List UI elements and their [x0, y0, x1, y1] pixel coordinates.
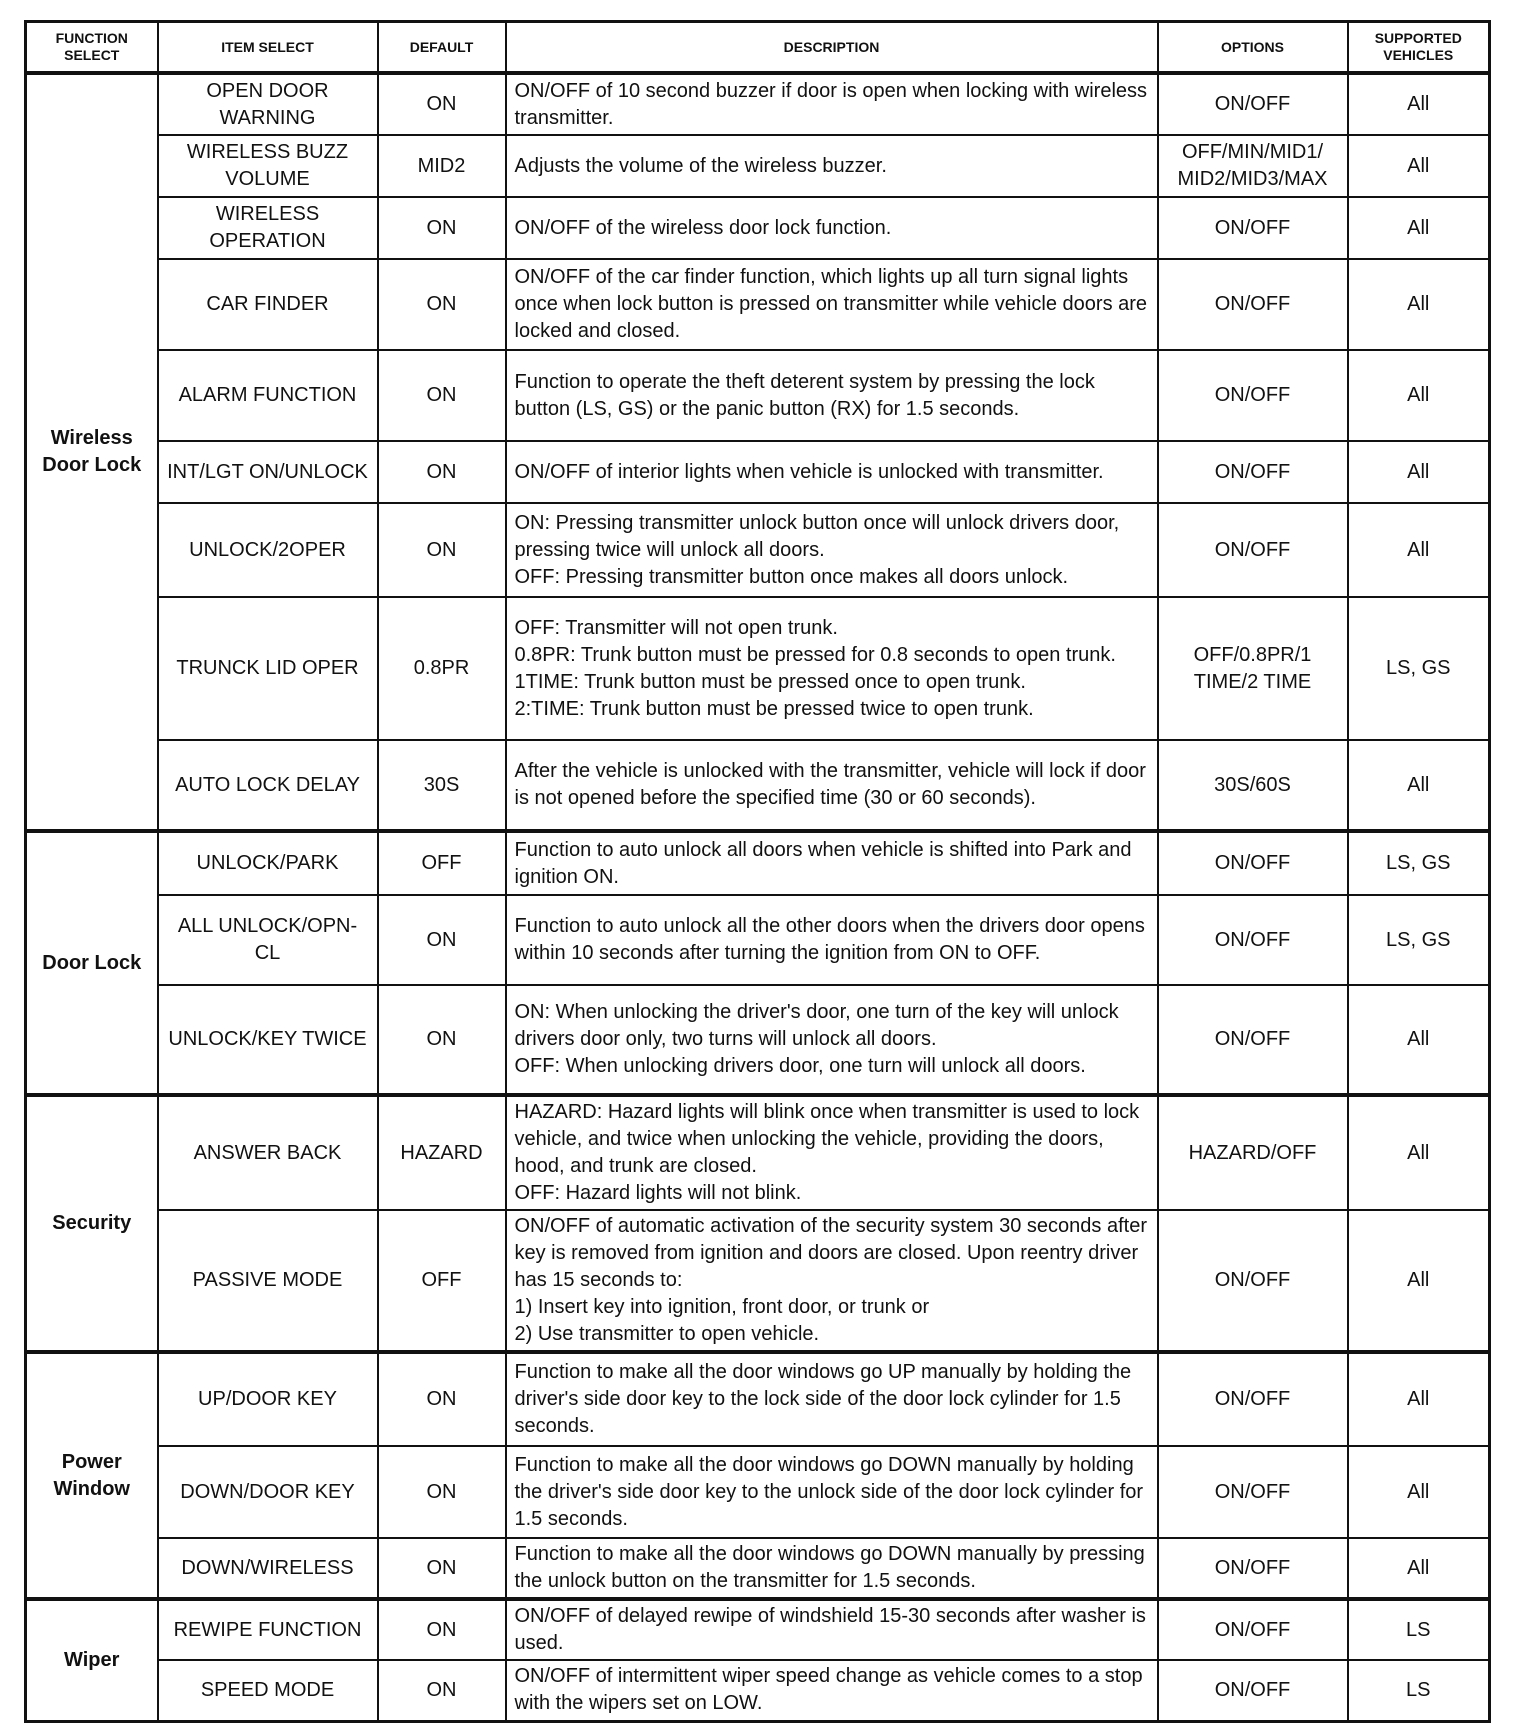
item-select-cell: INT/LGT ON/UNLOCK	[158, 441, 378, 503]
default-cell: ON	[378, 985, 506, 1095]
supported-vehicles-cell: All	[1348, 73, 1490, 135]
table-row	[26, 1095, 1490, 1210]
table-row	[26, 597, 1490, 740]
description-cell: ON/OFF of the car finder function, which lights up all turn signal lights once when lock button is pressed on transmitter while vehicle doors are locked and closed.	[506, 259, 1158, 350]
options-cell: ON/OFF	[1158, 503, 1348, 597]
supported-vehicles-cell: All	[1348, 135, 1490, 197]
options-cell: ON/OFF	[1158, 831, 1348, 895]
table-row	[26, 350, 1490, 441]
supported-vehicles-cell: LS, GS	[1348, 831, 1490, 895]
description-cell: Function to auto unlock all the other doors when the drivers door opens within 10 seconds after turning the ignition from ON to OFF.	[506, 895, 1158, 985]
item-select-cell: DOWN/WIRELESS	[158, 1538, 378, 1599]
function-group-cell: Wiper	[26, 1599, 158, 1721]
default-cell: ON	[378, 1660, 506, 1721]
default-cell: ON	[378, 73, 506, 135]
header-options: OPTIONS	[1158, 22, 1348, 74]
default-cell: ON	[378, 503, 506, 597]
table-row	[26, 1538, 1490, 1599]
default-cell: ON	[378, 441, 506, 503]
supported-vehicles-cell: All	[1348, 1538, 1490, 1599]
item-select-cell: UNLOCK/KEY TWICE	[158, 985, 378, 1095]
default-cell: ON	[378, 197, 506, 259]
options-cell: ON/OFF	[1158, 985, 1348, 1095]
supported-vehicles-cell: LS, GS	[1348, 597, 1490, 740]
item-select-cell: CAR FINDER	[158, 259, 378, 350]
description-cell: ON/OFF of the wireless door lock function.	[506, 197, 1158, 259]
default-cell: ON	[378, 350, 506, 441]
table-row	[26, 135, 1490, 197]
default-cell: OFF	[378, 831, 506, 895]
supported-vehicles-cell: All	[1348, 1446, 1490, 1538]
supported-vehicles-cell: All	[1348, 1210, 1490, 1352]
item-select-cell: UNLOCK/2OPER	[158, 503, 378, 597]
supported-vehicles-cell: All	[1348, 1095, 1490, 1210]
default-cell: HAZARD	[378, 1095, 506, 1210]
description-cell: ON/OFF of automatic activation of the security system 30 seconds after key is removed from ignition and doors are closed. Upon reentry driver has 15 seconds to: 1) Insert key into ignition, front door, or trunk or 2) Use transmitter to open vehicle.	[506, 1210, 1158, 1352]
item-select-cell: TRUNCK LID OPER	[158, 597, 378, 740]
supported-vehicles-cell: LS	[1348, 1599, 1490, 1660]
table-row	[26, 1210, 1490, 1352]
supported-vehicles-cell: All	[1348, 350, 1490, 441]
table-row	[26, 1446, 1490, 1538]
description-cell: Function to make all the door windows go DOWN manually by holding the driver's side door key to the unlock side of the door lock cylinder for 1.5 seconds.	[506, 1446, 1158, 1538]
options-cell: ON/OFF	[1158, 259, 1348, 350]
header-row	[26, 22, 1490, 74]
options-cell: ON/OFF	[1158, 1538, 1348, 1599]
description-cell: ON: Pressing transmitter unlock button once will unlock drivers door, pressing twice will unlock all doors. OFF: Pressing transmitter button once makes all doors unlock.	[506, 503, 1158, 597]
options-cell: ON/OFF	[1158, 1660, 1348, 1721]
description-cell: Adjusts the volume of the wireless buzzer.	[506, 135, 1158, 197]
description-cell: Function to make all the door windows go UP manually by holding the driver's side door key to the lock side of the door lock cylinder for 1.5 seconds.	[506, 1352, 1158, 1446]
item-select-cell: REWIPE FUNCTION	[158, 1599, 378, 1660]
options-cell: 30S/60S	[1158, 740, 1348, 831]
supported-vehicles-cell: LS, GS	[1348, 895, 1490, 985]
default-cell: ON	[378, 895, 506, 985]
item-select-cell: WIRELESS OPERATION	[158, 197, 378, 259]
table-body	[26, 73, 1490, 1721]
function-settings-table	[24, 20, 1491, 1723]
table-row	[26, 1660, 1490, 1721]
description-cell: ON/OFF of 10 second buzzer if door is open when locking with wireless transmitter.	[506, 73, 1158, 135]
options-cell: ON/OFF	[1158, 441, 1348, 503]
table-row	[26, 740, 1490, 831]
supported-vehicles-cell: All	[1348, 259, 1490, 350]
table-row	[26, 73, 1490, 135]
default-cell: OFF	[378, 1210, 506, 1352]
description-cell: ON/OFF of delayed rewipe of windshield 15-30 seconds after washer is used.	[506, 1599, 1158, 1660]
table-row	[26, 503, 1490, 597]
supported-vehicles-cell: All	[1348, 1352, 1490, 1446]
header-function-select: FUNCTION SELECT	[26, 22, 158, 74]
default-cell: ON	[378, 1599, 506, 1660]
description-cell: ON/OFF of intermittent wiper speed change as vehicle comes to a stop with the wipers set on LOW.	[506, 1660, 1158, 1721]
options-cell: ON/OFF	[1158, 350, 1348, 441]
table-row	[26, 441, 1490, 503]
table-row	[26, 1599, 1490, 1660]
header-item-select: ITEM SELECT	[158, 22, 378, 74]
description-cell: ON: When unlocking the driver's door, one turn of the key will unlock drivers door only, two turns will unlock all doors. OFF: When unlocking drivers door, one turn will unlock all doors.	[506, 985, 1158, 1095]
default-cell: 0.8PR	[378, 597, 506, 740]
options-cell: ON/OFF	[1158, 1446, 1348, 1538]
description-cell: Function to make all the door windows go DOWN manually by pressing the unlock button on the transmitter for 1.5 seconds.	[506, 1538, 1158, 1599]
item-select-cell: WIRELESS BUZZ VOLUME	[158, 135, 378, 197]
header-supported-vehicles: SUPPORTED VEHICLES	[1348, 22, 1490, 74]
options-cell: ON/OFF	[1158, 1210, 1348, 1352]
options-cell: ON/OFF	[1158, 73, 1348, 135]
item-select-cell: PASSIVE MODE	[158, 1210, 378, 1352]
description-cell: Function to auto unlock all doors when vehicle is shifted into Park and ignition ON.	[506, 831, 1158, 895]
supported-vehicles-cell: All	[1348, 740, 1490, 831]
description-cell: Function to operate the theft deterent system by pressing the lock button (LS, GS) or the panic button (RX) for 1.5 seconds.	[506, 350, 1158, 441]
options-cell: ON/OFF	[1158, 1599, 1348, 1660]
default-cell: ON	[378, 1446, 506, 1538]
default-cell: MID2	[378, 135, 506, 197]
item-select-cell: SPEED MODE	[158, 1660, 378, 1721]
supported-vehicles-cell: All	[1348, 503, 1490, 597]
item-select-cell: UNLOCK/PARK	[158, 831, 378, 895]
default-cell: ON	[378, 1352, 506, 1446]
item-select-cell: OPEN DOOR WARNING	[158, 73, 378, 135]
supported-vehicles-cell: All	[1348, 441, 1490, 503]
item-select-cell: ANSWER BACK	[158, 1095, 378, 1210]
item-select-cell: UP/DOOR KEY	[158, 1352, 378, 1446]
item-select-cell: AUTO LOCK DELAY	[158, 740, 378, 831]
function-group-cell: Wireless Door Lock	[26, 73, 158, 831]
description-cell: After the vehicle is unlocked with the transmitter, vehicle will lock if door is not opened before the specified time (30 or 60 seconds).	[506, 740, 1158, 831]
item-select-cell: ALARM FUNCTION	[158, 350, 378, 441]
function-group-cell: Power Window	[26, 1352, 158, 1599]
options-cell: OFF/0.8PR/1 TIME/2 TIME	[1158, 597, 1348, 740]
supported-vehicles-cell: All	[1348, 197, 1490, 259]
default-cell: ON	[378, 1538, 506, 1599]
options-cell: ON/OFF	[1158, 1352, 1348, 1446]
default-cell: ON	[378, 259, 506, 350]
table-row	[26, 831, 1490, 895]
table-row	[26, 1352, 1490, 1446]
options-cell: HAZARD/OFF	[1158, 1095, 1348, 1210]
description-cell: HAZARD: Hazard lights will blink once when transmitter is used to lock vehicle, and twice when unlocking the vehicle, providing the doors, hood, and trunk are closed. OFF: Hazard lights will not blink.	[506, 1095, 1158, 1210]
default-cell: 30S	[378, 740, 506, 831]
supported-vehicles-cell: All	[1348, 985, 1490, 1095]
options-cell: ON/OFF	[1158, 895, 1348, 985]
item-select-cell: ALL UNLOCK/OPN-CL	[158, 895, 378, 985]
item-select-cell: DOWN/DOOR KEY	[158, 1446, 378, 1538]
table-row	[26, 197, 1490, 259]
table-row	[26, 259, 1490, 350]
header-description: DESCRIPTION	[506, 22, 1158, 74]
description-cell: ON/OFF of interior lights when vehicle is unlocked with transmitter.	[506, 441, 1158, 503]
function-group-cell: Security	[26, 1095, 158, 1352]
function-group-cell: Door Lock	[26, 831, 158, 1095]
options-cell: ON/OFF	[1158, 197, 1348, 259]
supported-vehicles-cell: LS	[1348, 1660, 1490, 1721]
table-row	[26, 985, 1490, 1095]
table-row	[26, 895, 1490, 985]
options-cell: OFF/MIN/MID1/ MID2/MID3/MAX	[1158, 135, 1348, 197]
description-cell: OFF: Transmitter will not open trunk. 0.8PR: Trunk button must be pressed for 0.8 seconds to open trunk. 1TIME: Trunk button must be pressed once to open trunk. 2:TIME: Trunk button must be pressed twice to open trunk.	[506, 597, 1158, 740]
header-default: DEFAULT	[378, 22, 506, 74]
